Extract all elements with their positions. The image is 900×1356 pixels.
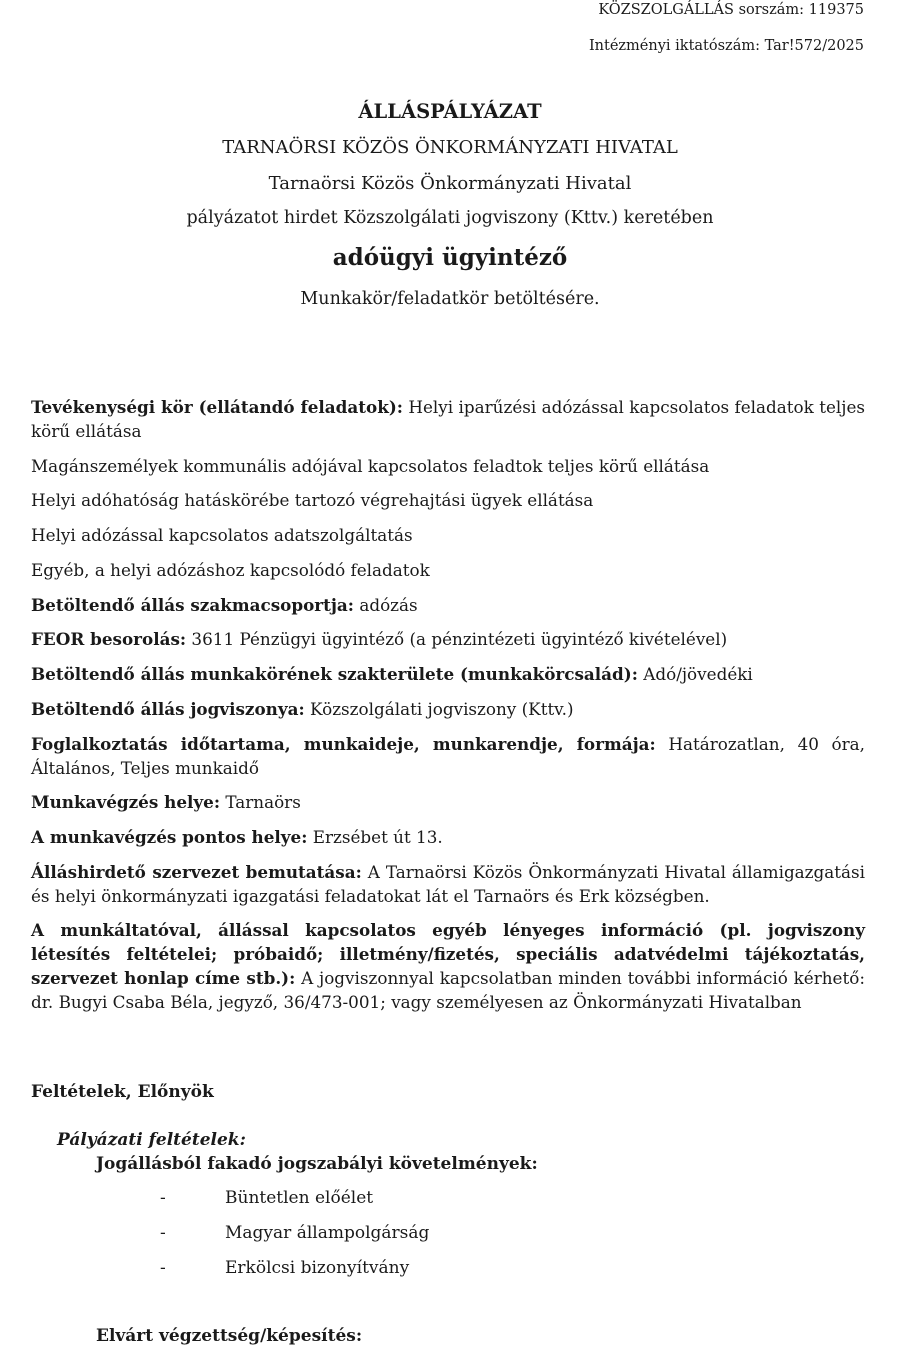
feor-label: FEOR besorolás: xyxy=(31,629,187,649)
list-dash: - xyxy=(160,1188,166,1208)
conditions-subtitle: Pályázati feltételek: xyxy=(57,1130,246,1150)
ref-number: KÖZSZOLGÁLLÁS sorszám: 119375 xyxy=(598,2,864,18)
position-title: adóügyi ügyintéző xyxy=(332,244,568,271)
place-value: Tarnaörs xyxy=(220,792,301,812)
task-2: Magánszemélyek kommunális adójával kapcsolatos feladtok teljes körű ellátása xyxy=(31,456,710,476)
org-intro-paragraph xyxy=(31,860,865,908)
list-dash: - xyxy=(160,1258,166,1278)
legal-requirements-heading: Jogállásból fakadó jogszabályi követelmények: xyxy=(96,1154,538,1174)
activity-paragraph xyxy=(31,395,865,441)
group-label: Betöltendő állás szakmacsoportja: xyxy=(31,595,354,615)
exact-place-line xyxy=(31,825,865,849)
list-item-text: Büntetlen előélet xyxy=(225,1188,374,1208)
place-line xyxy=(31,790,865,814)
legal-label: Betöltendő állás jogviszonya: xyxy=(31,699,305,719)
field-line xyxy=(31,662,865,686)
list-dash: - xyxy=(160,1223,166,1243)
group-line xyxy=(31,593,865,617)
employment-line xyxy=(31,732,865,780)
org-intro-value: A Tarnaörsi Közös Önkormányzati Hivatal államigazgatási és helyi önkormányzati igazgatási feladatokat lát el Tarnaörs és Erk községben. xyxy=(31,862,866,906)
activity-value: Helyi iparűzési adózással kapcsolatos feladatok teljes körű ellátása xyxy=(31,397,865,441)
list-item-text: Erkölcsi bizonyítvány xyxy=(225,1258,410,1278)
feor-line xyxy=(31,627,865,651)
org-name-upper: TARNAÖRSI KÖZÖS ÖNKORMÁNYZATI HIVATAL xyxy=(222,137,678,158)
exact-place-value: Erzsébet út 13. xyxy=(307,827,443,847)
other-info-label: A munkáltatóval, állással kapcsolatos egyéb lényeges információ (pl. jogviszony létesítés feltételei; próbaidő; illetmény/fizetés, speciális adatvédelmi tájékoztatás, szervezet honlap címe stb.): xyxy=(31,920,865,988)
field-label: Betöltendő állás munkakörének szakterülete (munkakörcsalád): xyxy=(31,664,638,684)
list-item xyxy=(160,1223,429,1243)
list-item xyxy=(160,1188,373,1208)
org-intro-label: Álláshirdető szervezet bemutatása: xyxy=(31,862,362,882)
other-info-value: A jogviszonnyal kapcsolatban minden további információ kérhető: dr. Bugyi Csaba Béla, jegyző, 36/473-001; vagy személyesen az Önkormányzati Hivatalban xyxy=(31,968,865,1012)
other-info-paragraph xyxy=(31,918,865,1014)
task-3: Helyi adóhatóság hatáskörébe tartozó végrehajtási ügyek ellátása xyxy=(31,490,594,510)
doc-heading: ÁLLÁSPÁLYÁZAT xyxy=(358,100,542,123)
task-5: Egyéb, a helyi adózáshoz kapcsolódó feladatok xyxy=(31,560,430,580)
feor-value: 3611 Pénzügyi ügyintéző (a pénzintézeti ügyintéző kivételével) xyxy=(186,629,728,649)
place-label: Munkavégzés helye: xyxy=(31,792,221,812)
exact-place-label: A munkavégzés pontos helye: xyxy=(31,827,308,847)
legal-line xyxy=(31,697,865,721)
conditions-title: Feltételek, Előnyök xyxy=(31,1082,214,1102)
details-section xyxy=(31,395,865,441)
list-item xyxy=(160,1258,409,1278)
legal-value: Közszolgálati jogviszony (Kttv.) xyxy=(304,699,574,719)
task-4: Helyi adózással kapcsolatos adatszolgáltatás xyxy=(31,525,413,545)
announcement-line: pályázatot hirdet Közszolgálati jogviszony (Kttv.) keretében xyxy=(186,208,714,228)
employment-value: Határozatlan, 40 óra, Általános, Teljes munkaidő xyxy=(31,734,865,778)
education-heading: Elvárt végzettség/képesítés: xyxy=(96,1326,363,1346)
purpose-line: Munkakör/feladatkör betöltésére. xyxy=(300,289,600,309)
org-name: Tarnaörsi Közös Önkormányzati Hivatal xyxy=(268,173,632,194)
institution-number: Intézményi iktatószám: Tar!572/2025 xyxy=(588,38,864,54)
field-value: Adó/jövedéki xyxy=(637,664,753,684)
group-value: adózás xyxy=(354,595,418,615)
employment-label: Foglalkoztatás időtartama, munkaideje, munkarendje, formája: xyxy=(31,734,656,754)
list-item-text: Magyar állampolgárság xyxy=(225,1223,430,1243)
activity-label: Tevékenységi kör (ellátandó feladatok): xyxy=(31,397,403,417)
